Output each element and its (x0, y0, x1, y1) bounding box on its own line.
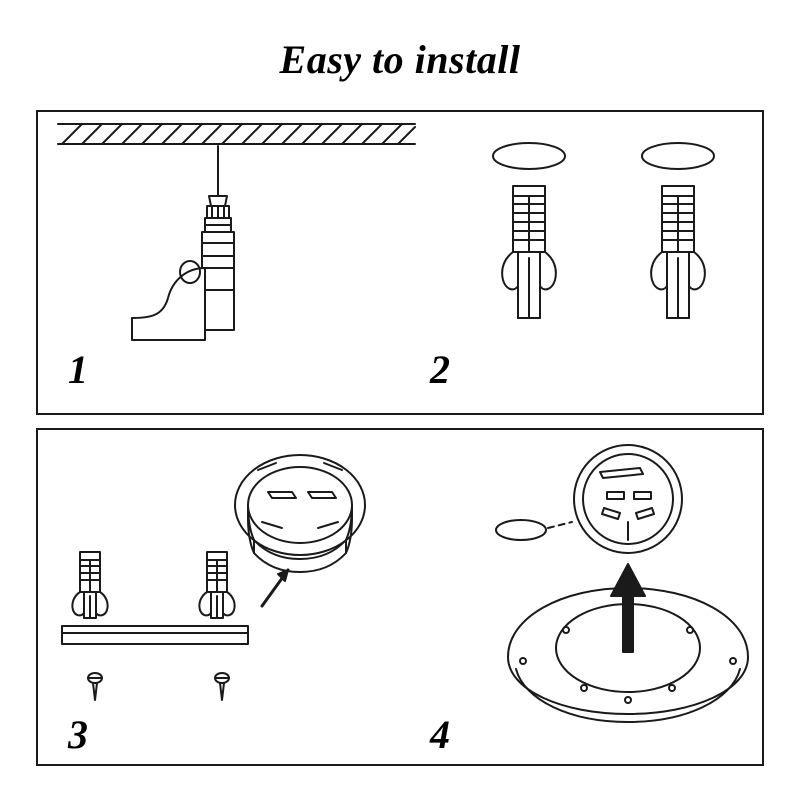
steps-3-4-panel (36, 428, 764, 766)
page-title: Easy to install (279, 37, 521, 82)
steps-1-2-panel (36, 110, 764, 415)
step-2-number: 2 (430, 347, 450, 392)
step-3-number: 3 (68, 712, 88, 757)
step-1-number: 1 (68, 347, 88, 392)
step-4-number: 4 (430, 712, 450, 757)
